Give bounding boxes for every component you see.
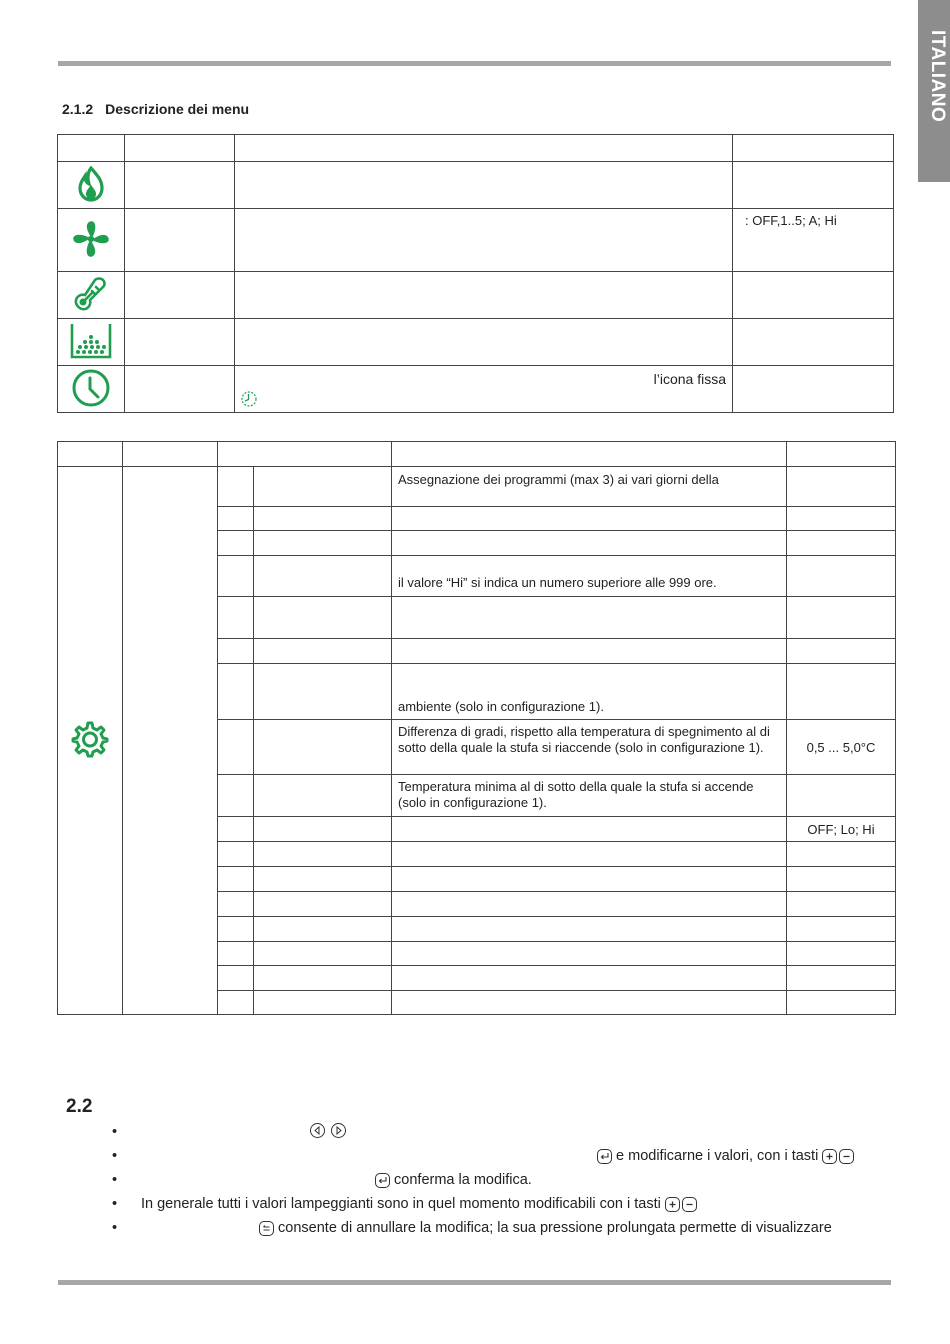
row-value: OFF; Lo; Hi <box>807 821 875 837</box>
bullet-5: • <box>112 1220 118 1236</box>
bullet-2: • <box>112 1148 118 1164</box>
bullet-2-text <box>597 1147 854 1165</box>
plus-key-icon <box>665 1197 680 1212</box>
thermometer-icon <box>58 272 125 319</box>
arrow-keys <box>310 1121 346 1139</box>
bullet-3-label: conferma la modifica. <box>394 1172 532 1188</box>
row-text <box>235 162 733 209</box>
arrow-left-key-icon <box>310 1123 325 1138</box>
bullet-4: • <box>112 1196 118 1212</box>
section-22-heading: 2.2 <box>66 1096 93 1117</box>
bullet-3-text <box>375 1171 532 1189</box>
arrow-right-key-icon <box>331 1123 346 1138</box>
section-number: 2.1.2 <box>62 101 94 117</box>
bullet-1 <box>112 1123 117 1141</box>
bottom-rule <box>58 1280 891 1285</box>
menu-table-2 <box>57 441 896 1015</box>
clock-description: l’icona fissa <box>653 371 726 387</box>
table-row <box>58 272 894 319</box>
row-description: Assegnazione dei programmi (max 3) ai vari giorni della <box>398 472 719 487</box>
flame-icon <box>58 162 125 209</box>
bullet-4-text <box>141 1195 697 1213</box>
table-row <box>58 162 894 209</box>
bullet-5-text <box>259 1219 832 1237</box>
language-tab <box>918 0 950 182</box>
plus-key-icon <box>822 1149 837 1164</box>
menu-table-1 <box>57 134 894 413</box>
table-row <box>58 467 896 507</box>
section-title <box>62 101 249 117</box>
fan-values: : OFF,1..5; A; Hi <box>745 213 837 228</box>
gear-icon <box>58 467 123 1015</box>
row-description: il valore “Hi” si indica un numero superiore alle 999 ore. <box>398 575 717 590</box>
table-row <box>58 319 894 366</box>
bullet-4-label: In generale tutti i valori lampeggianti sono in quel momento modificabili con i tasti <box>141 1196 661 1212</box>
minus-key-icon <box>682 1197 697 1212</box>
bullet-2-label: e modificarne i valori, con i tasti <box>616 1148 819 1164</box>
small-clock-icon <box>240 390 258 411</box>
row-description: Temperatura minima al di sotto della quale la stufa si accende (solo in configurazione 1). <box>398 779 754 810</box>
bullet-marker: • <box>112 1124 118 1140</box>
table-row <box>58 366 894 413</box>
clock-icon <box>58 366 125 413</box>
row-value <box>733 162 894 209</box>
row-description: ambiente (solo in configurazione 1). <box>398 699 604 714</box>
language-label: ITALIANO <box>927 30 948 123</box>
bullet-3: • <box>112 1172 118 1188</box>
row-value: 0,5 ... 5,0°C <box>806 739 876 755</box>
table-header-row <box>58 135 894 162</box>
table-header-row <box>58 442 896 467</box>
fan-icon <box>58 209 125 272</box>
top-rule <box>58 61 891 66</box>
row-description: Differenza di gradi, rispetto alla temperatura di spegnimento al di sotto della quale la stufa si riaccende (solo in configurazione 1). <box>398 724 770 755</box>
enter-key-icon <box>375 1173 390 1188</box>
pellet-tank-icon <box>58 319 125 366</box>
enter-key-icon <box>597 1149 612 1164</box>
section-heading: Descrizione dei menu <box>105 101 250 117</box>
cancel-key-icon <box>259 1221 274 1236</box>
bullet-5-label: consente di annullare la modifica; la sua pressione prolungata permette di visualizzare <box>278 1220 832 1236</box>
minus-key-icon <box>839 1149 854 1164</box>
table-row <box>58 209 894 272</box>
